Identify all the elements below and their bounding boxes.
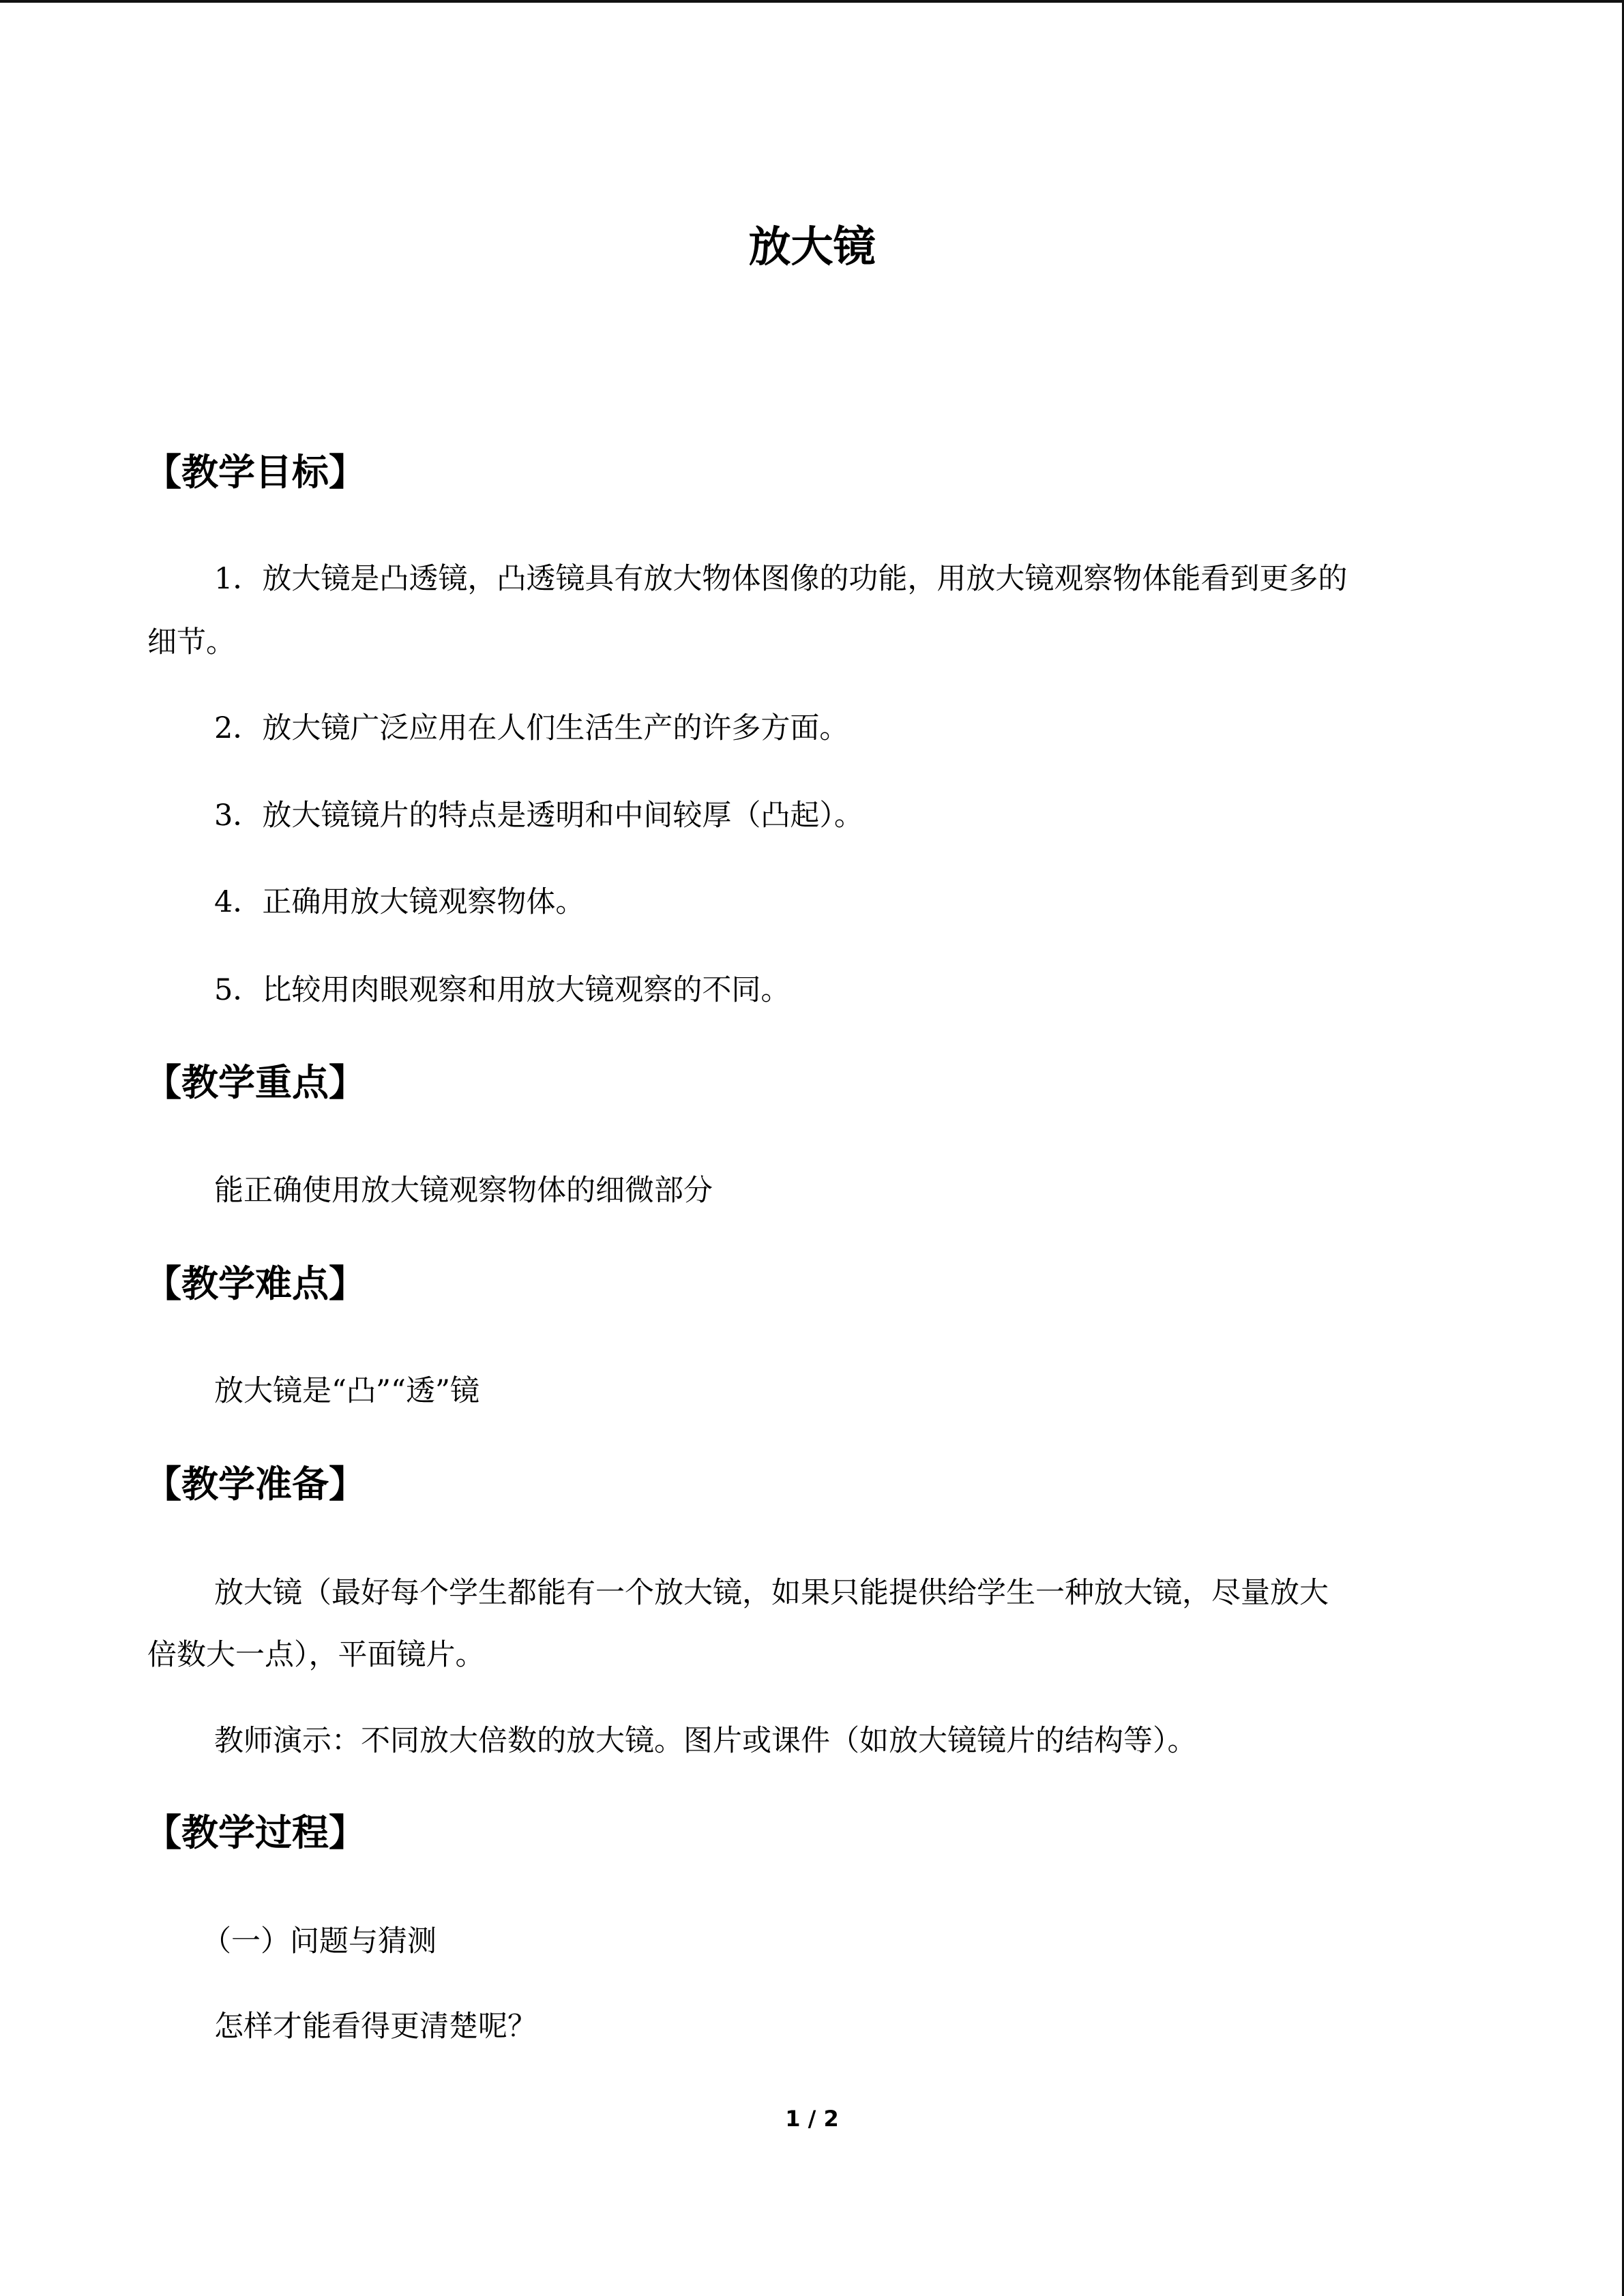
- heading-difficulties: 【教学难点】: [145, 1262, 366, 1305]
- process-question: 怎样才能看得更清楚呢？: [214, 2010, 537, 2044]
- objective-1-line-1: 1．放大镜是凸透镜，凸透镜具有放大物体图像的功能，用放大镜观察物体能看到更多的: [214, 562, 1348, 596]
- objective-2: 2．放大镜广泛应用在人们生活生产的许多方面。: [214, 711, 849, 745]
- process-subheading: （一）问题与猜测: [202, 1924, 437, 1958]
- preparation-line-2: 倍数大一点），平面镜片。: [147, 1638, 485, 1672]
- heading-key-points: 【教学重点】: [145, 1060, 366, 1104]
- heading-process: 【教学过程】: [145, 1810, 366, 1854]
- objective-3: 3．放大镜镜片的特点是透明和中间较厚（凸起）。: [214, 799, 863, 833]
- difficulties-text: 放大镜是“凸”“透”镜: [214, 1374, 479, 1408]
- document-title: 放大镜: [748, 222, 876, 271]
- page-border-top: [0, 0, 1624, 3]
- key-points-text: 能正确使用放大镜观察物体的细微部分: [214, 1174, 713, 1208]
- objective-4: 4．正确用放大镜观察物体。: [214, 885, 585, 919]
- heading-preparation: 【教学准备】: [145, 1462, 366, 1506]
- preparation-line-1: 放大镜（最好每个学生都能有一个放大镜，如果只能提供给学生一种放大镜，尽量放大: [214, 1576, 1329, 1610]
- objective-1-line-2: 细节。: [147, 625, 235, 659]
- heading-objectives: 【教学目标】: [145, 450, 366, 494]
- preparation-teacher: 教师演示：不同放大倍数的放大镜。图片或课件（如放大镜镜片的结构等）。: [214, 1724, 1197, 1758]
- page-number: 1 / 2: [785, 2106, 839, 2132]
- objective-5: 5．比较用肉眼观察和用放大镜观察的不同。: [214, 973, 791, 1007]
